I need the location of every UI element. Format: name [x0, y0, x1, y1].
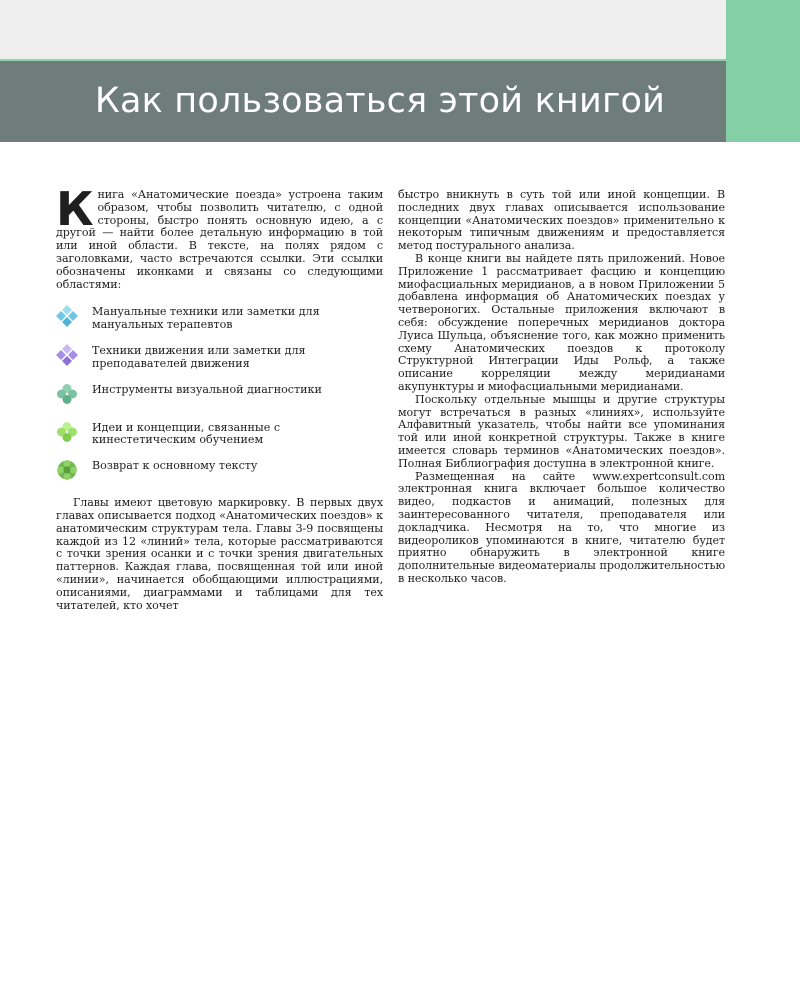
legend-item: [56, 383, 383, 409]
kinesthetic-icon: [56, 421, 78, 443]
icon-legend: [56, 305, 383, 481]
legend-item: [56, 344, 383, 371]
intro-text: нига «Анатомические поезда» устроена таким образом, чтобы позволить читателю, с одной стороны, быстро понять основную идею, а с другой — найти более детальную информацию в той или иной области. В тексте, на полях рядом с заголовками, часто встречаются ссылки. Эти ссылки обозначены иконками и связаны со следующими областями:: [56, 188, 383, 291]
chapters-paragraph: Главы имеют цветовую маркировку. В первых двух главах описывается подход «Анатомических поездов» к анатомическим структурам тела. Главы 3-9 посвящены каждой из 12 «линий» тела, которые рассматриваются с точки зрения осанки и с точки зрения двигательных паттернов. Каждая глава, посвященная той или иной «линии», начинается обобщающими иллюстрациями, описаниями, диаграммами и таблицами для тех читателей, кто хочет: [56, 496, 383, 612]
continued-paragraph: быстро вникнуть в суть той или иной концепции. В последних двух главах описывается использование концепции «Анатомических поездов» применительно к некоторым типичным движениям и предоставляется метод постурального анализа.: [398, 188, 725, 253]
legend-label: Идеи и концепции, связанные с кинестетическим обучением: [92, 420, 281, 447]
legend-item: [56, 459, 383, 481]
movement-techniques-icon: [56, 344, 78, 366]
intro-paragraph: [56, 182, 383, 291]
legend-item: [56, 421, 383, 448]
legend-label: Мануальные техники или заметки для мануальных терапевтов: [92, 305, 320, 332]
left-column: [56, 182, 383, 612]
drop-cap: К: [56, 182, 94, 236]
main-text-return-icon: [56, 459, 78, 481]
legend-label: Техники движения или заметки для преподавателей движения: [92, 343, 306, 370]
top-strip: [0, 0, 726, 59]
visual-diagnostics-icon: [56, 383, 78, 405]
right-column: [398, 189, 725, 586]
legend-label: Возврат к основному тексту: [92, 459, 258, 473]
page-title: Как пользоваться этой книгой: [94, 80, 666, 121]
legend-item: [56, 305, 383, 332]
legend-label: Инструменты визуальной диагностики: [92, 382, 322, 396]
manual-techniques-icon: [56, 305, 78, 327]
ebook-paragraph: Размещенная на сайте www.expertconsult.com электронная книга включает большое количество видео, подкастов и анимаций, полезных для заинтересованного читателя, преподавателя или докладчика. Несмотря на то, что многие из видеороликов упоминаются в книге, читателю будет приятно обнаружить в электронной книге дополнительные видеоматериалы продолжительностью в несколько часов.: [398, 469, 725, 585]
index-paragraph: Поскольку отдельные мышцы и другие структуры могут встречаться в разных «линиях», используйте Алфавитный указатель, чтобы найти все упоминания той или иной конкретной структуры. Также в книге имеется словарь терминов «Анатомических поездов». Полная Библиография доступна в электронной книге.: [398, 392, 725, 470]
appendices-paragraph: В конце книги вы найдете пять приложений. Новое Приложение 1 рассматривает фасцию и концепцию миофасциальных меридианов, а в новом Приложении 5 добавлена информация об Анатомических поездах у четвероногих. Остальные приложения включают в себя: обсуждение поперечных меридианов доктора Луиса Шульца, объяснение того, как можно применить схему Анатомических поездов к протоколу Структурной Интеграции Иды Рольф, а также описание корреляции между меридианами акупунктуры и миофасциальными меридианами.: [398, 251, 725, 393]
